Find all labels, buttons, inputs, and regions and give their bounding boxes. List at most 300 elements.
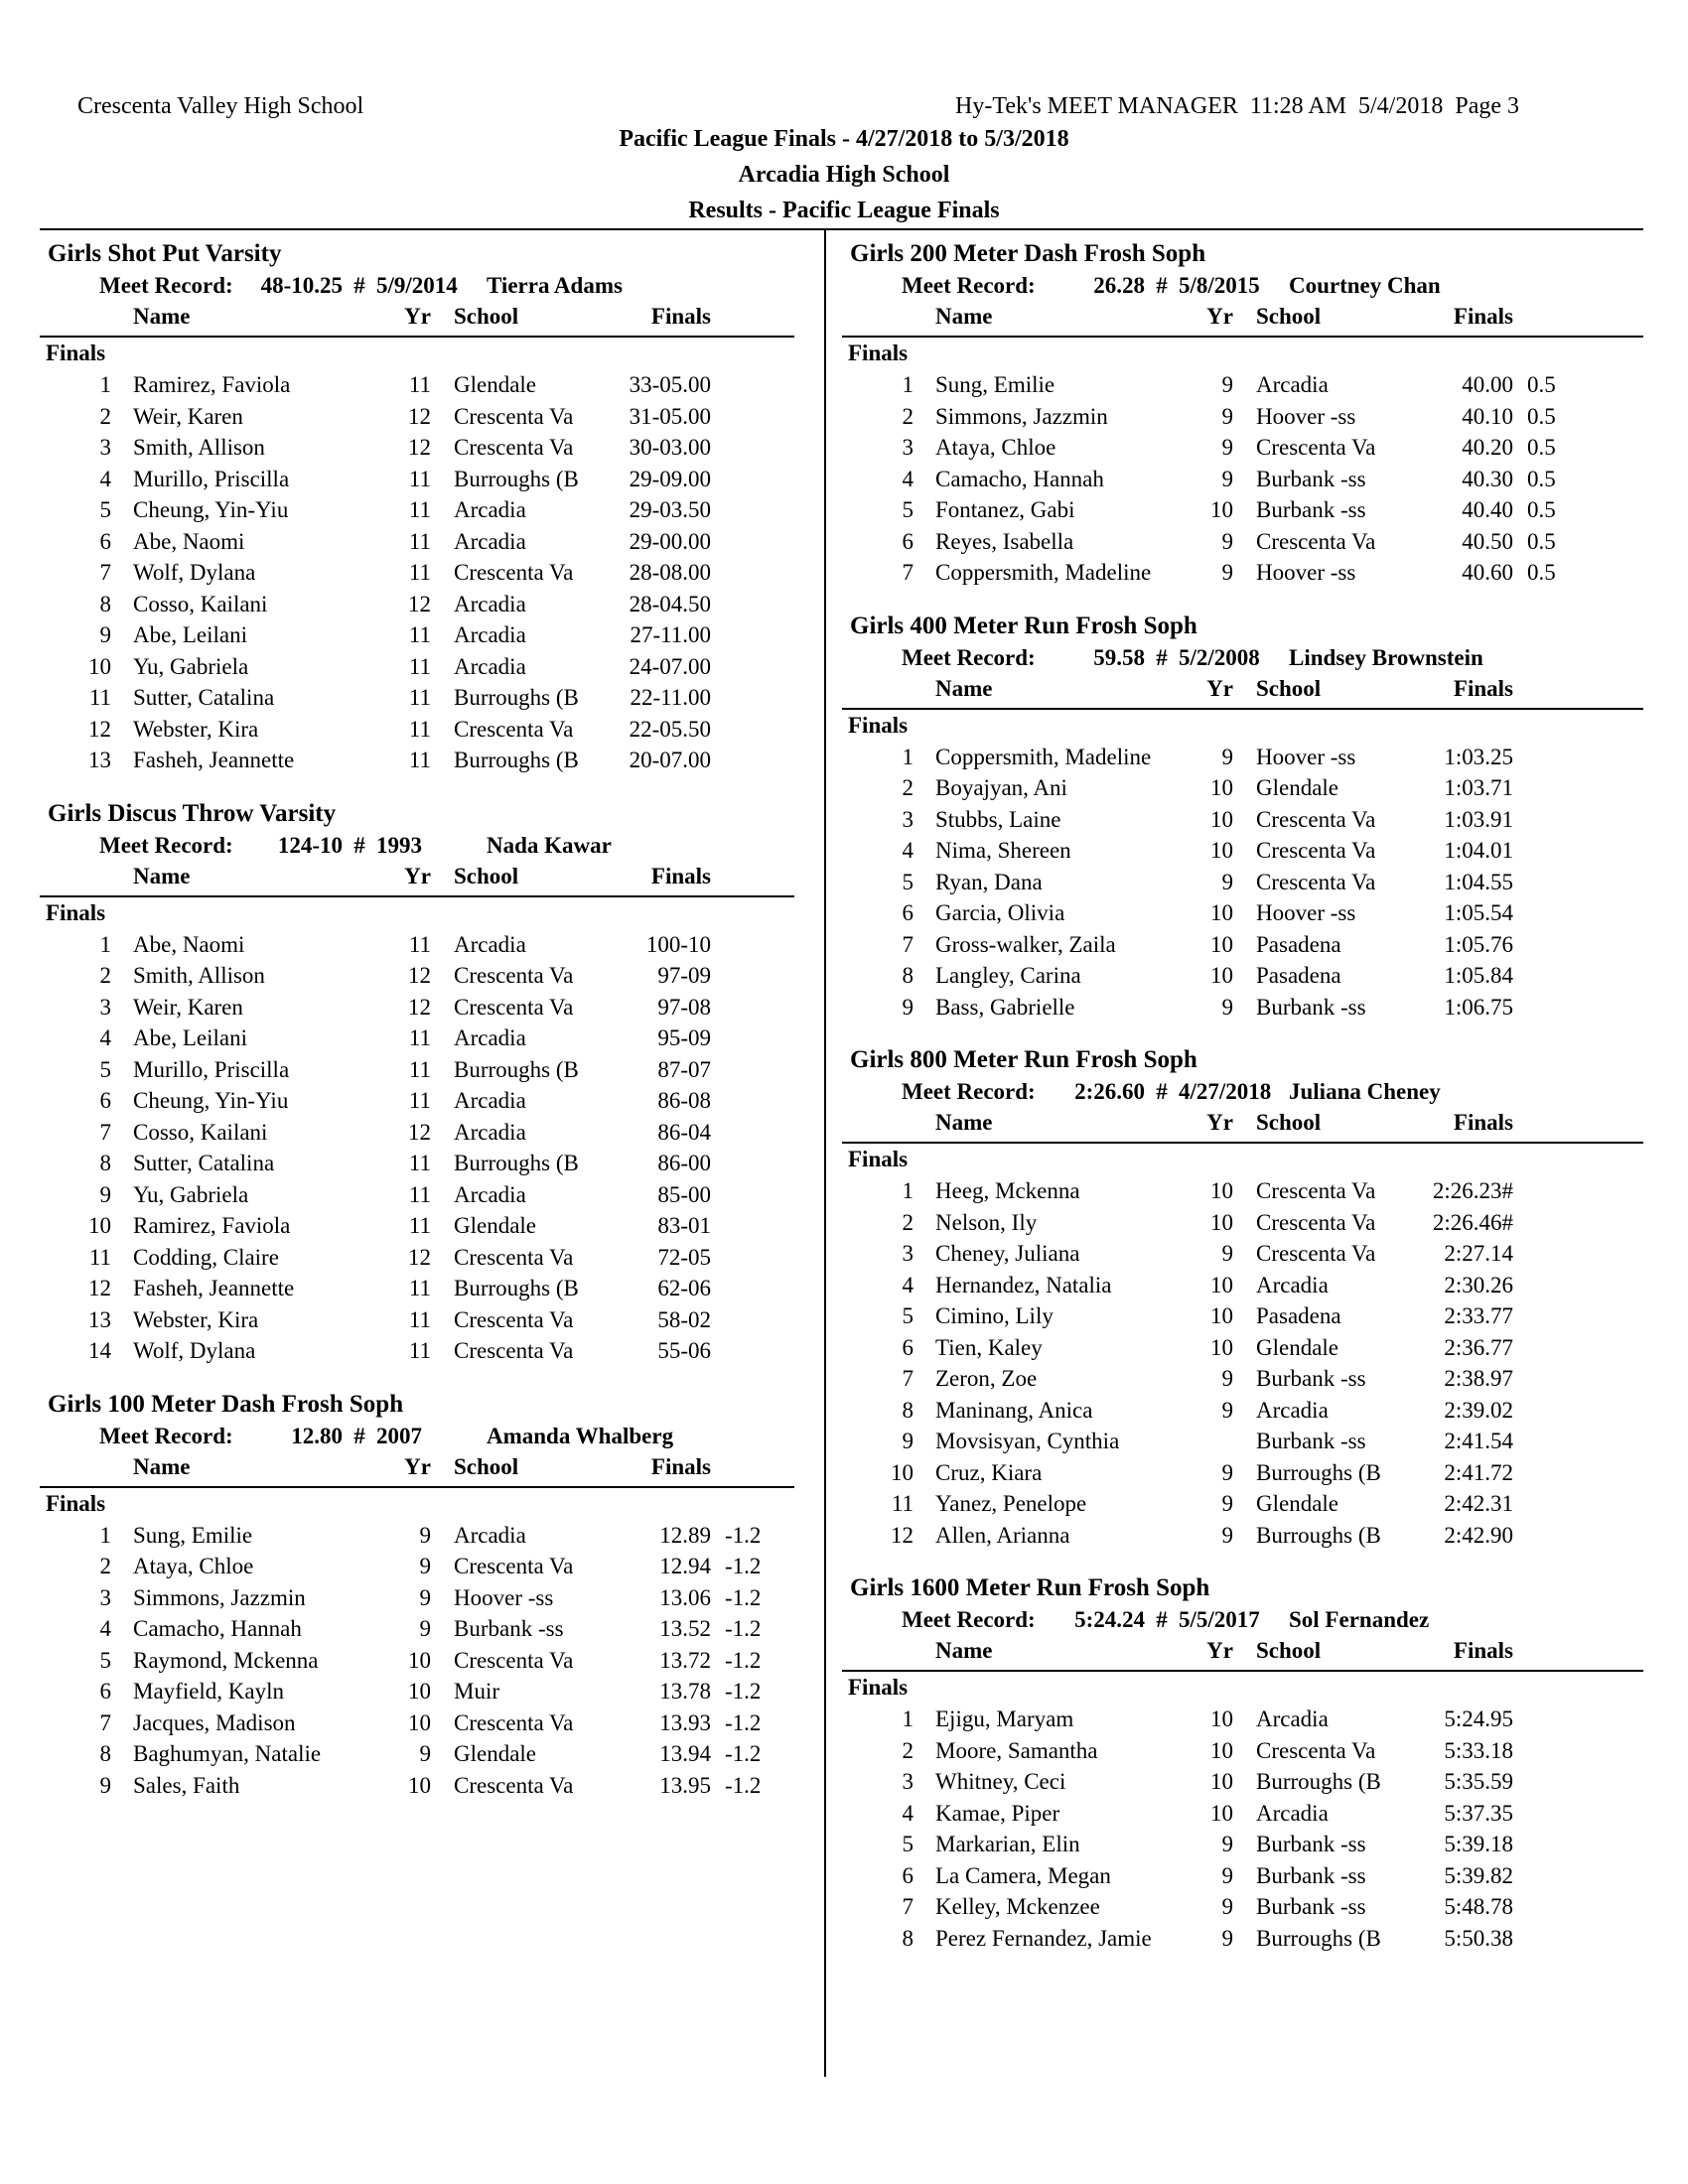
result-school: Crescenta Va xyxy=(454,1244,574,1270)
result-row xyxy=(40,619,794,651)
result-athlete-name: Cruz, Kiara xyxy=(935,1459,1043,1485)
result-mark: 85-00 xyxy=(657,1181,711,1207)
result-year: 11 xyxy=(408,1025,431,1050)
result-school: Glendale xyxy=(454,372,537,397)
result-year: 10 xyxy=(408,1679,431,1704)
result-school: Burbank -ss xyxy=(1256,1862,1366,1888)
result-row xyxy=(40,1770,794,1802)
result-year: 9 xyxy=(1221,1397,1233,1423)
result-athlete-name: Movsisyan, Cynthia xyxy=(935,1429,1120,1453)
result-year: 11 xyxy=(408,622,431,647)
result-row xyxy=(40,1707,794,1739)
result-school: Pasadena xyxy=(1256,1303,1341,1328)
result-school: Burbank -ss xyxy=(454,1616,564,1641)
meet-record-flag: # xyxy=(353,273,365,298)
meet-record-holder: Juliana Cheney xyxy=(1289,1079,1441,1104)
meet-record-holder: Amanda Whalberg xyxy=(487,1423,674,1448)
finals-section-label: Finals xyxy=(46,341,106,365)
result-athlete-name: Cheney, Juliana xyxy=(935,1241,1080,1266)
result-mark: 13.93 xyxy=(659,1709,711,1735)
meet-title: Pacific League Finals - 4/27/2018 to 5/3/2018 xyxy=(619,126,1069,152)
finals-section-label: Finals xyxy=(46,1490,106,1516)
result-school: Arcadia xyxy=(1256,1800,1329,1826)
result-mark: 22-11.00 xyxy=(630,685,711,710)
result-year: 9 xyxy=(1221,435,1233,460)
result-year: 9 xyxy=(1221,1366,1233,1391)
result-place: 1 xyxy=(99,931,111,957)
result-athlete-name: Fasheh, Jeannette xyxy=(133,1276,295,1300)
result-athlete-name: Weir, Karen xyxy=(133,994,243,1020)
result-athlete-name: Ataya, Chloe xyxy=(935,435,1056,460)
result-mark: 1:03.91 xyxy=(1444,806,1513,832)
result-athlete-name: Smith, Allison xyxy=(133,435,265,460)
result-athlete-name: Yu, Gabriela xyxy=(133,653,249,679)
result-row xyxy=(40,1210,794,1242)
column-header-name: Name xyxy=(133,1453,191,1479)
result-row xyxy=(842,804,1643,836)
result-year: 10 xyxy=(1210,497,1233,522)
result-row xyxy=(842,1891,1643,1923)
result-athlete-name: Hernandez, Natalia xyxy=(935,1272,1112,1297)
result-year: 11 xyxy=(408,1306,431,1332)
result-mark: 100-10 xyxy=(645,931,711,957)
result-wind: -1.2 xyxy=(725,1647,762,1673)
result-athlete-name: Abe, Naomi xyxy=(133,528,245,554)
result-row xyxy=(842,432,1643,464)
result-row xyxy=(40,1023,794,1054)
results-rows xyxy=(842,1704,1643,1954)
result-mark: 2:26.46# xyxy=(1432,1209,1513,1235)
meet-record-holder: Tierra Adams xyxy=(487,273,623,298)
result-mark: 28-04.50 xyxy=(629,591,711,616)
result-year: 9 xyxy=(419,1584,431,1610)
result-year: 11 xyxy=(408,748,431,772)
result-year: 9 xyxy=(1221,1241,1233,1266)
meet-record-label: Meet Record: xyxy=(902,1079,1036,1104)
result-mark: 1:04.01 xyxy=(1444,838,1513,863)
result-year: 9 xyxy=(419,1616,431,1641)
result-school: Crescenta Va xyxy=(454,403,574,429)
result-athlete-name: Yanez, Penelope xyxy=(935,1491,1087,1516)
result-mark: 1:03.71 xyxy=(1444,775,1513,800)
result-year: 10 xyxy=(1210,931,1233,957)
meet-record-date: 5/5/2017 xyxy=(1179,1607,1260,1632)
result-place: 5 xyxy=(99,1056,111,1082)
column-header-name: Name xyxy=(935,304,993,329)
result-athlete-name: Yu, Gabriela xyxy=(133,1181,249,1207)
column-header-yr: Yr xyxy=(404,863,431,888)
result-school: Arcadia xyxy=(454,591,526,616)
results-table-header xyxy=(40,302,794,338)
result-school: Crescenta Va xyxy=(1256,806,1376,832)
result-row xyxy=(40,1582,794,1614)
result-athlete-name: Wolf, Dylana xyxy=(133,560,256,585)
result-row xyxy=(842,1300,1643,1332)
result-mark: 40.10 xyxy=(1462,403,1513,429)
result-row xyxy=(842,992,1643,1024)
column-header-place xyxy=(40,302,111,332)
result-row xyxy=(842,526,1643,558)
result-mark: 86-04 xyxy=(657,1119,711,1145)
result-mark: 12.94 xyxy=(659,1554,711,1578)
result-place: 6 xyxy=(99,1088,111,1113)
event-section xyxy=(842,1044,1643,1551)
result-school: Burbank -ss xyxy=(1256,1894,1366,1919)
result-place: 5 xyxy=(99,497,111,522)
result-school: Glendale xyxy=(1256,775,1339,800)
result-school: Arcadia xyxy=(1256,1397,1329,1423)
result-row xyxy=(40,557,794,589)
result-year: 11 xyxy=(408,1151,431,1175)
result-athlete-name: Zeron, Zoe xyxy=(935,1366,1038,1391)
result-school: Arcadia xyxy=(454,1119,526,1145)
result-place: 3 xyxy=(902,806,914,832)
result-year: 12 xyxy=(408,1119,431,1145)
result-year: 10 xyxy=(1210,1769,1233,1794)
result-school: Crescenta Va xyxy=(454,1772,574,1798)
result-school: Crescenta Va xyxy=(1256,1241,1376,1266)
result-year: 11 xyxy=(408,497,431,522)
event-section xyxy=(40,1389,794,1802)
result-athlete-name: Markarian, Elin xyxy=(935,1832,1080,1856)
result-mark: 86-00 xyxy=(657,1151,711,1175)
result-year: 10 xyxy=(1210,1800,1233,1826)
result-year: 9 xyxy=(1221,528,1233,554)
results-rows xyxy=(40,1520,794,1802)
result-mark: 2:33.77 xyxy=(1444,1303,1513,1328)
result-year: 11 xyxy=(408,685,431,710)
result-row xyxy=(40,432,794,464)
result-school: Crescenta Va xyxy=(454,716,574,742)
result-athlete-name: Sung, Emilie xyxy=(133,1522,253,1548)
result-mark: 13.72 xyxy=(659,1647,711,1673)
result-place: 11 xyxy=(88,1244,111,1270)
result-place: 5 xyxy=(902,869,914,894)
result-athlete-name: Sutter, Catalina xyxy=(133,1151,275,1175)
result-place: 14 xyxy=(88,1338,111,1363)
result-school: Crescenta Va xyxy=(454,560,574,585)
result-place: 5 xyxy=(902,497,914,522)
result-athlete-name: Camacho, Hannah xyxy=(935,466,1104,491)
result-year: 12 xyxy=(408,994,431,1020)
left-column xyxy=(40,238,794,1823)
result-athlete-name: Sung, Emilie xyxy=(935,372,1055,397)
result-year: 9 xyxy=(1221,560,1233,585)
result-school: Hoover -ss xyxy=(1256,560,1356,585)
result-mark: 13.52 xyxy=(659,1616,711,1641)
result-row xyxy=(40,1179,794,1211)
result-year: 11 xyxy=(408,931,431,957)
result-place: 10 xyxy=(88,653,111,679)
result-school: Arcadia xyxy=(454,528,526,554)
result-place: 9 xyxy=(99,622,111,647)
result-athlete-name: Nelson, Ily xyxy=(935,1209,1038,1235)
meet-record-mark: 59.58 xyxy=(1093,644,1145,670)
meet-record-label: Meet Record: xyxy=(902,1607,1036,1632)
result-mark: 1:05.84 xyxy=(1444,963,1513,988)
result-school: Crescenta Va xyxy=(1256,869,1376,894)
result-athlete-name: Baghumyan, Natalie xyxy=(133,1741,322,1766)
column-header-place xyxy=(40,1452,111,1482)
meet-manager-info: Hy-Tek's MEET MANAGER 11:28 AM 5/4/2018 Page 3 xyxy=(955,93,1519,119)
column-header-yr: Yr xyxy=(404,1453,431,1479)
result-place: 6 xyxy=(99,528,111,554)
result-row xyxy=(842,1395,1643,1427)
result-mark: 13.95 xyxy=(659,1772,711,1798)
result-year: 11 xyxy=(408,1088,431,1113)
result-mark: 2:41.54 xyxy=(1444,1429,1513,1453)
column-header-finals: Finals xyxy=(1453,1110,1513,1135)
result-school: Burroughs (B xyxy=(454,1276,579,1300)
result-mark: 40.00 xyxy=(1462,372,1513,397)
result-athlete-name: Perez Fernandez, Jamie xyxy=(935,1925,1152,1951)
result-row xyxy=(40,992,794,1024)
result-place: 12 xyxy=(88,1276,111,1300)
result-place: 7 xyxy=(99,560,111,585)
result-place: 5 xyxy=(99,1647,111,1673)
results-table-header xyxy=(842,1108,1643,1144)
result-place: 3 xyxy=(902,1241,914,1266)
result-wind: -1.2 xyxy=(725,1584,762,1610)
result-row xyxy=(40,1054,794,1086)
result-wind: 0.5 xyxy=(1527,560,1556,585)
result-place: 9 xyxy=(902,1429,914,1453)
meet-record-mark: 12.80 xyxy=(291,1423,343,1448)
result-school: Glendale xyxy=(1256,1334,1339,1360)
result-row xyxy=(40,929,794,961)
result-athlete-name: Sales, Faith xyxy=(133,1772,240,1798)
result-place: 8 xyxy=(902,963,914,988)
result-athlete-name: Cosso, Kailani xyxy=(133,1119,268,1145)
result-school: Crescenta Va xyxy=(1256,435,1376,460)
result-row xyxy=(40,1738,794,1770)
result-year: 9 xyxy=(1221,466,1233,491)
result-school: Arcadia xyxy=(1256,1706,1329,1731)
meet-record-mark: 2:26.60 xyxy=(1074,1079,1145,1104)
result-year: 9 xyxy=(1221,1925,1233,1951)
result-year: 10 xyxy=(1210,1737,1233,1763)
finals-section-label: Finals xyxy=(848,1147,909,1171)
column-header-yr: Yr xyxy=(1206,1638,1233,1663)
result-place: 7 xyxy=(902,560,914,585)
result-place: 8 xyxy=(902,1925,914,1951)
meet-record-mark: 124-10 xyxy=(277,832,343,858)
column-header-name: Name xyxy=(935,1110,993,1135)
result-mark: 55-06 xyxy=(657,1338,711,1363)
result-school: Arcadia xyxy=(454,1025,526,1050)
result-wind: 0.5 xyxy=(1527,403,1556,429)
result-year: 10 xyxy=(1210,900,1233,925)
result-school: Burroughs (B xyxy=(454,685,579,710)
result-row xyxy=(842,1457,1643,1489)
result-athlete-name: Whitney, Ceci xyxy=(935,1769,1066,1794)
meet-record-label: Meet Record: xyxy=(99,273,233,298)
event-section xyxy=(842,611,1643,1024)
column-header-place xyxy=(40,862,111,891)
column-header-finals: Finals xyxy=(1453,304,1513,329)
results-rows xyxy=(842,369,1643,589)
result-year: 9 xyxy=(1221,1491,1233,1516)
result-mark: 5:33.18 xyxy=(1444,1737,1513,1763)
result-row xyxy=(40,1085,794,1117)
meet-record-flag: # xyxy=(1156,1607,1168,1632)
result-place: 1 xyxy=(99,1522,111,1548)
results-table-header xyxy=(40,862,794,897)
result-mark: 5:24.95 xyxy=(1444,1706,1513,1731)
result-mark: 40.50 xyxy=(1462,528,1513,554)
meet-record-date: 5/8/2015 xyxy=(1179,273,1260,298)
result-school: Crescenta Va xyxy=(454,1554,574,1578)
result-school: Arcadia xyxy=(454,1522,526,1548)
result-place: 2 xyxy=(902,775,914,800)
result-mark: 40.40 xyxy=(1462,497,1513,522)
result-athlete-name: Garcia, Olivia xyxy=(935,900,1065,925)
result-row xyxy=(40,1304,794,1336)
result-school: Arcadia xyxy=(454,497,526,522)
column-header-school: School xyxy=(1256,1110,1322,1135)
result-row xyxy=(842,929,1643,961)
result-row xyxy=(842,1923,1643,1955)
results-table-header xyxy=(842,302,1643,338)
result-year: 10 xyxy=(1210,1303,1233,1328)
result-place: 3 xyxy=(99,1584,111,1610)
result-mark: 95-09 xyxy=(657,1025,711,1050)
result-row xyxy=(842,1798,1643,1830)
result-mark: 29-00.00 xyxy=(629,528,711,554)
result-mark: 33-05.00 xyxy=(629,372,711,397)
header-rule xyxy=(40,228,1643,230)
result-wind: -1.2 xyxy=(725,1709,762,1735)
meet-record-mark: 5:24.24 xyxy=(1074,1607,1145,1632)
result-row xyxy=(842,1829,1643,1860)
result-athlete-name: Gross-walker, Zaila xyxy=(935,931,1116,957)
meet-record-line xyxy=(40,270,794,302)
meet-record-flag: # xyxy=(353,1423,365,1448)
meet-record-label: Meet Record: xyxy=(902,644,1036,670)
result-year: 10 xyxy=(1210,1178,1233,1203)
result-wind: -1.2 xyxy=(725,1772,762,1798)
result-mark: 87-07 xyxy=(657,1056,711,1082)
result-row xyxy=(842,1363,1643,1395)
result-year: 10 xyxy=(1210,1334,1233,1360)
result-row xyxy=(842,1488,1643,1520)
result-place: 6 xyxy=(902,1334,914,1360)
finals-section-label: Finals xyxy=(848,1675,909,1700)
result-mark: 2:36.77 xyxy=(1444,1334,1513,1360)
result-school: Glendale xyxy=(454,1213,537,1238)
result-row xyxy=(842,401,1643,433)
result-place: 13 xyxy=(88,748,111,772)
result-row xyxy=(40,369,794,401)
result-place: 1 xyxy=(902,372,914,397)
column-header-place xyxy=(842,1636,914,1666)
meet-record-mark: 48-10.25 xyxy=(260,273,343,298)
result-year: 10 xyxy=(1210,1272,1233,1297)
event-section xyxy=(842,238,1643,589)
result-year: 9 xyxy=(1221,1459,1233,1485)
result-mark: 5:37.35 xyxy=(1444,1800,1513,1826)
result-row xyxy=(842,1270,1643,1301)
result-year: 11 xyxy=(408,716,431,742)
result-athlete-name: Abe, Naomi xyxy=(133,931,245,957)
result-school: Glendale xyxy=(1256,1491,1339,1516)
result-place: 4 xyxy=(99,1025,111,1050)
meet-record-holder: Lindsey Brownstein xyxy=(1289,644,1483,670)
result-school: Hoover -ss xyxy=(1256,744,1356,769)
result-school: Muir xyxy=(454,1679,499,1704)
results-table-header xyxy=(842,674,1643,710)
meet-record-label: Meet Record: xyxy=(902,273,1036,298)
meet-record-date: 1993 xyxy=(376,832,422,858)
result-mark: 24-07.00 xyxy=(629,653,711,679)
result-row xyxy=(40,401,794,433)
result-mark: 20-07.00 xyxy=(629,748,711,772)
meet-record-date: 5/2/2008 xyxy=(1179,644,1260,670)
result-row xyxy=(842,1735,1643,1767)
result-athlete-name: Kelley, Mckenzee xyxy=(935,1894,1100,1919)
result-row xyxy=(842,369,1643,401)
result-row xyxy=(842,897,1643,929)
result-place: 8 xyxy=(902,1397,914,1423)
result-year: 9 xyxy=(1221,1832,1233,1856)
result-mark: 5:35.59 xyxy=(1444,1769,1513,1794)
result-row xyxy=(842,742,1643,773)
result-row xyxy=(40,1551,794,1582)
meet-record-holder: Sol Fernandez xyxy=(1289,1607,1430,1632)
result-mark: 1:04.55 xyxy=(1444,869,1513,894)
result-school: Burroughs (B xyxy=(1256,1459,1381,1485)
result-place: 1 xyxy=(902,1178,914,1203)
result-mark: 13.78 xyxy=(659,1679,711,1704)
result-mark: 1:05.76 xyxy=(1444,931,1513,957)
result-mark: 58-02 xyxy=(657,1306,711,1332)
result-place: 7 xyxy=(902,1894,914,1919)
result-athlete-name: Ejigu, Maryam xyxy=(935,1706,1074,1731)
result-athlete-name: Cosso, Kailani xyxy=(133,591,268,616)
result-athlete-name: Kamae, Piper xyxy=(935,1800,1060,1826)
result-mark: 31-05.00 xyxy=(629,403,711,429)
result-mark: 1:06.75 xyxy=(1444,994,1513,1020)
result-year: 11 xyxy=(408,653,431,679)
results-table-header xyxy=(842,1636,1643,1672)
meet-record-flag: # xyxy=(1156,1079,1168,1104)
result-school: Burroughs (B xyxy=(1256,1925,1381,1951)
result-athlete-name: Ramirez, Faviola xyxy=(133,372,291,397)
result-row xyxy=(40,745,794,776)
result-athlete-name: Boyajyan, Ani xyxy=(935,775,1067,800)
result-school: Burroughs (B xyxy=(454,466,579,491)
result-mark: 5:50.38 xyxy=(1444,1925,1513,1951)
column-header-school: School xyxy=(1256,304,1322,329)
result-place: 6 xyxy=(902,1862,914,1888)
result-year: 11 xyxy=(408,1181,431,1207)
result-year: 9 xyxy=(1221,869,1233,894)
result-year: 9 xyxy=(1221,744,1233,769)
result-place: 6 xyxy=(902,528,914,554)
result-school: Arcadia xyxy=(454,1181,526,1207)
column-header-finals: Finals xyxy=(1453,675,1513,701)
result-athlete-name: Bass, Gabrielle xyxy=(935,994,1075,1020)
meet-record-date: 2007 xyxy=(376,1423,422,1448)
result-place: 12 xyxy=(88,716,111,742)
result-mark: 30-03.00 xyxy=(629,435,711,460)
result-mark: 28-08.00 xyxy=(629,560,711,585)
result-athlete-name: Abe, Leilani xyxy=(133,622,247,647)
result-athlete-name: Tien, Kaley xyxy=(935,1334,1043,1360)
result-athlete-name: Raymond, Mckenna xyxy=(133,1647,319,1673)
result-place: 6 xyxy=(99,1679,111,1704)
result-place: 4 xyxy=(902,1800,914,1826)
